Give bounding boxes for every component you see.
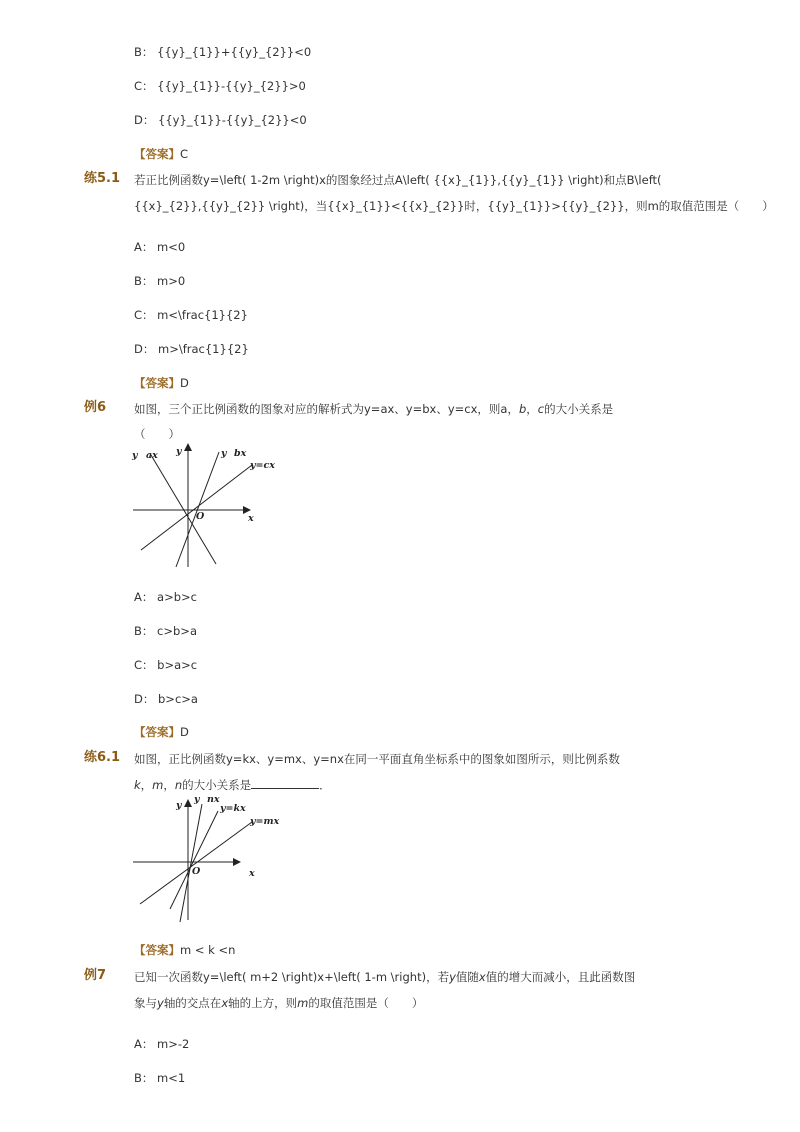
label-origin: O: [196, 511, 205, 522]
label-axis-y: y: [176, 800, 182, 811]
var-c: c: [537, 402, 545, 416]
answer-row: [134, 146, 188, 162]
option-d: D： b>c>a: [134, 692, 198, 706]
label-y-mx: y=mx: [250, 816, 280, 827]
label-y-cx: y=cx: [250, 460, 275, 471]
var-m: m: [152, 778, 164, 792]
question-text-line1: 若正比例函数y=\left( 1-2m \right)x的图象经过点A\left( {{x}_{1}},{{y}_{1}} \right)和点B\left(: [134, 173, 662, 187]
option-a: A： m>-2: [134, 1037, 190, 1051]
question-tag: 练6.1: [84, 750, 121, 765]
figure-three-lines: [128, 440, 278, 575]
line-cx: [141, 465, 252, 550]
var-x: x: [221, 996, 229, 1010]
question-text-line1: 如图，正比例函数y=kx、y=mx、y=nx在同一平面直角坐标系中的图象如图所示，则比例系数: [134, 752, 620, 766]
text-segment: 如图，三个正比例函数的图象对应的解析式为y=ax、y=bx、y=cx，则a，: [134, 402, 519, 416]
option-a: A： a>b>c: [134, 590, 197, 604]
var-y: y: [157, 996, 164, 1010]
answer-label: 【答案】: [134, 376, 180, 390]
figure-kmn-lines: [128, 794, 288, 924]
option-b: B： m>0: [134, 274, 186, 288]
label-y-ax-ax: ax: [146, 450, 158, 461]
answer-row: [134, 724, 189, 740]
question-text-line1: [134, 969, 635, 985]
label-origin: O: [192, 866, 201, 877]
answer-row: [134, 942, 235, 958]
var-n: n: [174, 778, 183, 792]
option-b: B： c>b>a: [134, 624, 197, 638]
label-y-kx: y=kx: [220, 803, 246, 814]
label-axis-y: y: [176, 446, 182, 457]
answer-label: 【答案】: [134, 725, 180, 739]
question-tag: 例6: [84, 400, 107, 415]
option-b: B： m<1: [134, 1071, 186, 1085]
option-c: C： {{y}_{1}}-{{y}_{2}}>0: [134, 79, 306, 93]
text-segment: ，: [140, 778, 153, 792]
answer-value: C: [180, 147, 189, 161]
text-segment: 轴的上方，则: [228, 996, 298, 1010]
text-segment: 的大小关系是: [544, 402, 614, 416]
answer-label: 【答案】: [134, 147, 180, 161]
answer-label: 【答案】: [134, 943, 180, 957]
label-y-bx-y: y: [221, 448, 227, 459]
line-kx: [170, 811, 218, 909]
option-c: C： b>a>c: [134, 658, 198, 672]
question-tag: 例7: [84, 968, 107, 983]
answer-blank: [251, 776, 319, 789]
answer-value: D: [180, 376, 189, 390]
question-text-line2: （ ）: [134, 427, 180, 441]
label-y-nx-y: y: [194, 794, 200, 805]
question-tag: 练5.1: [84, 171, 121, 186]
label-y-bx-bx: bx: [234, 448, 247, 459]
text-segment: 的大小关系是: [182, 778, 252, 792]
option-d: D： m>\frac{1}{2}: [134, 342, 249, 356]
text-segment: ．: [319, 778, 331, 792]
var-y: y: [449, 970, 456, 984]
text-segment: 轴的交点在: [163, 996, 222, 1010]
option-a: A： m<0: [134, 240, 186, 254]
text-segment: ，: [163, 778, 175, 792]
answer-value: m < k <n: [180, 943, 236, 957]
option-c: C： m<\frac{1}{2}: [134, 308, 248, 322]
label-y-nx-nx: nx: [207, 794, 220, 805]
text-segment: 已知一次函数y=\left( m+2 \right)x+\left( 1-m \right)，若: [134, 970, 450, 984]
answer-row: [134, 375, 189, 391]
question-text-line2: [134, 776, 331, 793]
option-d: D： {{y}_{1}}-{{y}_{2}}<0: [134, 113, 307, 127]
text-segment: 的取值范围是（ ）: [308, 996, 424, 1010]
text-segment: 值随: [455, 970, 479, 984]
var-x: x: [478, 970, 486, 984]
option-b: B： {{y}_{1}}+{{y}_{2}}<0: [134, 45, 312, 59]
label-y-ax-y: y: [132, 450, 138, 461]
question-text-line2: [134, 995, 423, 1011]
label-axis-x: x: [249, 868, 255, 879]
answer-value: D: [180, 725, 189, 739]
text-segment: 值的增大而减小，且此函数图: [485, 970, 636, 984]
var-k: k: [134, 778, 141, 792]
line-nx: [180, 804, 202, 922]
label-axis-x: x: [248, 513, 254, 524]
text-segment: ，: [526, 402, 538, 416]
text-segment: 象与: [134, 996, 157, 1010]
var-m: m: [297, 996, 309, 1010]
question-text-line2: {{x}_{2}},{{y}_{2}} \right)，当{{x}_{1}}<{{x}_{2}}时，{{y}_{1}}>{{y}_{2}}，则m的取值范围是（ ）: [134, 199, 774, 213]
question-text-line1: [134, 401, 613, 417]
var-b: b: [518, 402, 527, 416]
